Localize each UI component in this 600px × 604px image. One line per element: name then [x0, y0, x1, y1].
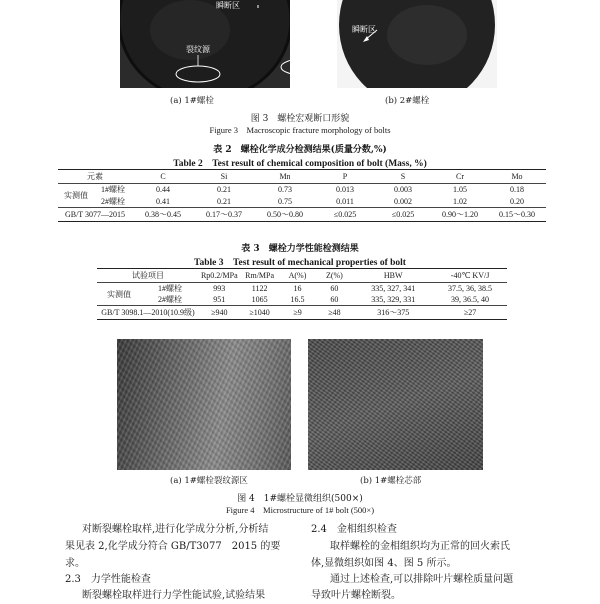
table3-cell: 993 [213, 284, 226, 293]
table2-title-en: Table 2 Test result of chemical composition of bolt (Mass, %) [173, 159, 427, 169]
table2-header: S [374, 170, 432, 184]
table2-cell: 0.41 [132, 196, 194, 208]
table3-header: Rp0.2/MPa [199, 269, 240, 283]
table3-cell: 951 [199, 294, 240, 306]
table2-cell: 0.20 [488, 196, 546, 208]
body-right-p2-line2: 导致叶片螺栓断裂。 [311, 590, 401, 601]
table2-header: 元素 [58, 170, 132, 184]
table2-standard-name: GB/T 3077—2015 [58, 208, 132, 222]
table2-cell: 0.15～0.30 [488, 208, 546, 222]
table3 [97, 268, 507, 320]
body-left-p1-line1: 对断裂螺栓取样,进行化学成分分析,分析结 [82, 524, 269, 535]
body-right-p1-line1: 取样螺栓的金相组织均为正常的回火索氏 [330, 541, 510, 552]
table2-row-name: 1#螺栓 [101, 185, 125, 195]
table2-cell: 0.013 [336, 185, 354, 195]
table2-cell: 0.50～0.80 [254, 208, 316, 222]
table2-cell: 0.44 [156, 185, 170, 195]
table3-header: 试验项目 [97, 269, 199, 283]
table2-header: Mn [254, 170, 316, 184]
figure3-caption-a: (a) 1#螺栓 [170, 96, 214, 106]
table2-cell: 0.003 [394, 185, 412, 195]
table3-cell: 316～375 [353, 306, 433, 320]
table2-cell: ≤0.025 [316, 208, 374, 222]
table3-header: Rm/MPa [240, 269, 280, 283]
crack-source-ellipse [170, 52, 230, 92]
table3-title-cn: 表 3 螺栓力学性能检测结果 [241, 244, 359, 254]
figure3-title-en: Figure 3 Macroscopic fracture morphology of bolts [209, 125, 391, 135]
table2-cell: 0.21 [194, 196, 254, 208]
figure3-b-overlay-label: 瞬断区 [352, 25, 376, 34]
figure4-photo-a [117, 339, 291, 470]
figure3-caption-b: (b) 2#螺栓 [385, 96, 430, 106]
figure4-photo-b [308, 339, 483, 470]
figure4-caption-a: (a) 1#螺栓裂纹源区 [170, 476, 248, 486]
table3-cell: 1065 [240, 294, 280, 306]
table3-title-en: Table 3 Test result of mechanical properties of bolt [194, 258, 406, 268]
table2-cell: ≤0.025 [374, 208, 432, 222]
table2-cell: 1.02 [432, 196, 488, 208]
table3-row-name: 1#螺栓 [157, 284, 182, 293]
table3-cell: 37.5, 36, 38.5 [448, 284, 493, 293]
body-right-p2-line1: 通过上述检查,可以排除叶片螺栓质量问题 [330, 574, 514, 585]
table2-cell: 0.18 [510, 185, 524, 195]
table2-cell: 0.38～0.45 [132, 208, 194, 222]
figure4-title-en: Figure 4 Microstructure of 1# bolt (500×) [225, 505, 375, 515]
table3-cell: 16 [293, 284, 302, 293]
body-left-p1-line3: 求。 [65, 558, 85, 569]
table2 [58, 169, 546, 222]
table3-header: HBW [353, 269, 433, 283]
table3-header: A(%) [280, 269, 316, 283]
table3-cell: ≥940 [199, 306, 240, 320]
table3-group-label: 实测值 [97, 283, 141, 306]
table2-cell: 0.002 [374, 196, 432, 208]
table2-header: Si [194, 170, 254, 184]
table2-header: P [316, 170, 374, 184]
figure3-title-cn: 图 3 螺栓宏观断口形貌 [250, 114, 350, 124]
figure3-a-crack-label: 裂纹源 [186, 45, 210, 54]
body-left-p1-line2: 果见表 2,化学成分符合 GB/T3077 2015 的要 [65, 541, 281, 552]
table3-header: Z(%) [315, 269, 353, 283]
figure3-photo-b [337, 0, 497, 88]
table3-cell: ≥48 [315, 306, 353, 320]
body-left-p2-line1: 断裂螺栓取样进行力学性能试验,试验结果 [82, 590, 266, 601]
table2-cell: 0.90～1.20 [432, 208, 488, 222]
table2-cell: 0.75 [254, 196, 316, 208]
table3-cell: ≥1040 [240, 306, 280, 320]
table2-header: C [132, 170, 194, 184]
table2-cell: 1.05 [453, 185, 467, 195]
section-heading-2-3: 2.3 力学性能检查 [65, 574, 151, 585]
table3-row-name: 2#螺栓 [141, 294, 199, 306]
table3-cell: 60 [315, 294, 353, 306]
figure4-title-cn: 图 4 1#螺栓显微组织(500×) [237, 494, 363, 504]
table2-header: Cr [432, 170, 488, 184]
table2-cell: 0.011 [316, 196, 374, 208]
table2-cell: 0.73 [278, 185, 292, 195]
table3-header: -40℃ KV/J [433, 269, 507, 283]
table3-cell: 1122 [251, 284, 268, 293]
table3-cell: 39, 36.5, 40 [433, 294, 507, 306]
table3-cell: ≥27 [433, 306, 507, 320]
section-heading-2-4: 2.4 金相组织检查 [311, 524, 397, 535]
bolt-fracture-image-b [337, 0, 497, 88]
table2-cell: 0.17～0.37 [194, 208, 254, 222]
table2-header: Mo [488, 170, 546, 184]
figure4-caption-b: (b) 1#螺栓芯部 [360, 476, 422, 486]
figure3-a-overlay-label: 瞬断区 [216, 1, 240, 10]
table3-cell: 60 [330, 284, 339, 293]
table3-cell: 335, 327, 341 [371, 284, 416, 293]
table2-group-label: 实测值 [58, 184, 94, 208]
table2-cell: 0.21 [217, 185, 231, 195]
table2-title-cn: 表 2 螺栓化学成分检测结果(质量分数,%) [213, 145, 387, 155]
table3-cell: ≥9 [280, 306, 316, 320]
table3-standard-name: GB/T 3098.1—2010(10.9级) [97, 306, 199, 320]
table2-row-name: 2#螺栓 [94, 196, 132, 208]
body-right-p1-line2: 体,显微组织如图 4、图 5 所示。 [311, 558, 457, 569]
table3-cell: 335, 329, 331 [353, 294, 433, 306]
table3-cell: 16.5 [280, 294, 316, 306]
